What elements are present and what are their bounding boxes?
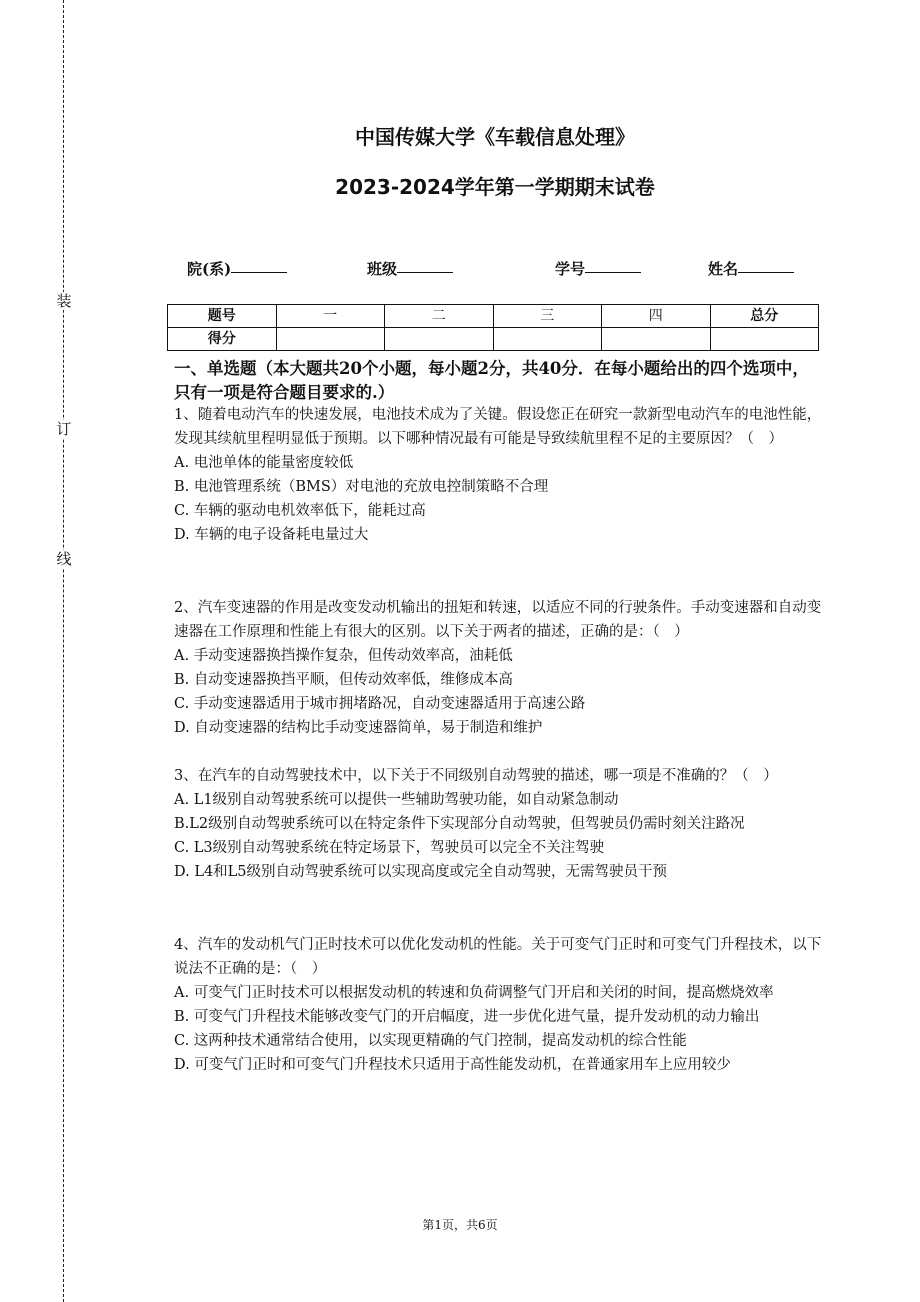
department-blank[interactable] <box>231 258 287 273</box>
question-3 <box>174 764 822 884</box>
binding-char-zhuang: 装 <box>56 292 72 310</box>
question-4 <box>174 933 822 1077</box>
question-stem: 3、在汽车的自动驾驶技术中，以下关于不同级别自动驾驶的描述，哪一项是不准确的？（ ） <box>174 768 778 784</box>
table-cell: 得分 <box>168 328 277 351</box>
table-cell: 总分 <box>710 305 819 328</box>
table-cell: 四 <box>602 305 711 328</box>
student-id-label: 学号 <box>555 260 586 278</box>
exam-title-line1: 中国传媒大学《车载信息处理》 <box>355 125 635 149</box>
score-cell[interactable] <box>276 328 385 351</box>
question-option[interactable]: A. 可变气门正时技术可以根据发动机的转速和负荷调整气门开启和关闭的时间，提高燃烧效率 <box>174 985 774 1001</box>
question-option[interactable]: C. 手动变速器适用于城市拥堵路况，自动变速器适用于高速公路 <box>174 696 586 712</box>
score-cell[interactable] <box>602 328 711 351</box>
class-label: 班级 <box>367 260 398 278</box>
binding-char-xian: 线 <box>56 550 72 568</box>
question-option[interactable]: D. L4和L5级别自动驾驶系统可以实现高度或完全自动驾驶，无需驾驶员干预 <box>174 864 668 880</box>
question-stem: 2、汽车变速器的作用是改变发动机输出的扭矩和转速，以适应不同的行驶条件。手动变速器和自动变速器在工作原理和性能上有很大的区别。以下关于两者的描述，正确的是：（ ） <box>174 600 822 640</box>
table-cell: 二 <box>385 305 494 328</box>
page-number: 第1页，共6页 <box>422 1218 498 1232</box>
question-2 <box>174 596 822 740</box>
question-stem: 1、随着电动汽车的快速发展，电池技术成为了关键。假设您正在研究一款新型电动汽车的电池性能，发现其续航里程明显低于预期。以下哪种情况最有可能是导致续航里程不足的主要原因？（ ） <box>174 407 822 447</box>
question-option[interactable]: B. 可变气门升程技术能够改变气门的开启幅度，进一步优化进气量，提升发动机的动力输出 <box>174 1009 760 1025</box>
score-table-header-row <box>168 305 819 328</box>
question-option[interactable]: A. L1级别自动驾驶系统可以提供一些辅助驾驶功能，如自动紧急制动 <box>174 792 619 808</box>
question-option[interactable]: A. 手动变速器换挡操作复杂，但传动效率高，油耗低 <box>174 648 513 664</box>
question-1 <box>174 403 822 547</box>
department-field <box>187 258 231 279</box>
class-blank[interactable] <box>397 258 453 273</box>
exam-title-line2: 2023-2024学年第一学期期末试卷 <box>335 175 655 199</box>
name-label: 姓名 <box>708 260 739 278</box>
name-field <box>708 258 738 279</box>
table-cell: 三 <box>493 305 602 328</box>
score-cell[interactable] <box>493 328 602 351</box>
class-field <box>367 258 397 279</box>
table-cell: 题号 <box>168 305 277 328</box>
binding-char-ding: 订 <box>56 420 72 438</box>
question-option[interactable]: B. 电池管理系统（BMS）对电池的充放电控制策略不合理 <box>174 479 549 495</box>
question-option[interactable]: D. 车辆的电子设备耗电量过大 <box>174 527 369 543</box>
question-option[interactable]: D. 自动变速器的结构比手动变速器简单，易于制造和维护 <box>174 720 543 736</box>
table-cell: 一 <box>276 305 385 328</box>
question-option[interactable]: A. 电池单体的能量密度较低 <box>174 455 354 471</box>
binding-dashed-line <box>63 0 64 1302</box>
question-option[interactable]: C. 这两种技术通常结合使用，以实现更精确的气门控制，提高发动机的综合性能 <box>174 1033 687 1049</box>
question-option[interactable]: B. 自动变速器换挡平顺，但传动效率低，维修成本高 <box>174 672 513 688</box>
score-cell[interactable] <box>385 328 494 351</box>
student-id-field <box>555 258 585 279</box>
section-heading: 一、单选题（本大题共20个小题，每小题2分，共40分．在每小题给出的四个选项中，只有一项是符合题目要求的.） <box>174 359 809 402</box>
student-id-blank[interactable] <box>585 258 641 273</box>
question-stem: 4、汽车的发动机气门正时技术可以优化发动机的性能。关于可变气门正时和可变气门升程技术，以下说法不正确的是：（ ） <box>174 937 822 977</box>
question-option[interactable]: D. 可变气门正时和可变气门升程技术只适用于高性能发动机，在普通家用车上应用较少 <box>174 1057 731 1073</box>
score-table-score-row <box>168 328 819 351</box>
question-option[interactable]: C. L3级别自动驾驶系统在特定场景下，驾驶员可以完全不关注驾驶 <box>174 840 605 856</box>
score-cell[interactable] <box>710 328 819 351</box>
question-option[interactable]: C. 车辆的驱动电机效率低下，能耗过高 <box>174 503 426 519</box>
score-table <box>167 304 819 351</box>
name-blank[interactable] <box>738 258 794 273</box>
student-info-row <box>0 258 920 280</box>
department-label: 院(系) <box>187 260 232 278</box>
question-option[interactable]: B.L2级别自动驾驶系统可以在特定条件下实现部分自动驾驶，但驾驶员仍需时刻关注路况 <box>174 816 745 832</box>
